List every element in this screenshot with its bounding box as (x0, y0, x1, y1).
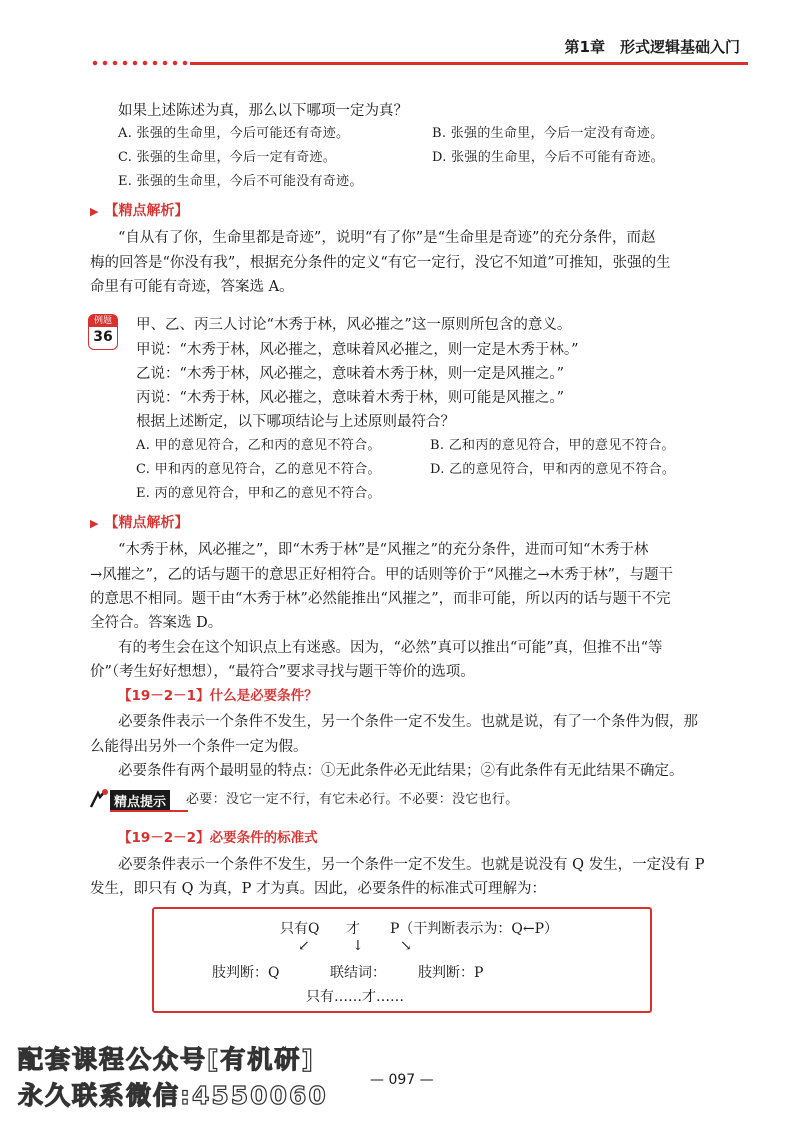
q36-option-c: C. 甲和丙的意见符合，乙的意见不符合。 (136, 462, 381, 477)
q36-analysis-line-4: 全符合。答案选 D。 (90, 615, 223, 631)
q36-note-line-1: 有的考生会在这个知识点上有迷惑。因为，“必然”真可以推出“可能”真，但推不出“等 (118, 640, 663, 656)
page-number: — 097 — (370, 1072, 434, 1088)
tip-text: 必要：没它一定不行，有它未必行。不必要：没它也行。 (186, 792, 519, 807)
q35-option-b: B. 张强的生命里，今后一定没有奇迹。 (432, 126, 664, 141)
q36-analysis-label: 【精点解析】 (104, 515, 189, 531)
q36-yi: 乙说：“木秀于林，风必摧之，意味着木秀于林，则一定是风摧之。” (136, 366, 565, 382)
section-title: 必要条件的标准式 (209, 830, 318, 846)
q36-question: 根据上述断定，以下哪项结论与上述原则最符合？ (136, 414, 455, 430)
s1922-line-1: 必要条件表示一个条件不发生，另一个条件一定不发生。也就是说没有 Q 发生，一定没有 P (118, 857, 705, 873)
example-badge-number: 36 (93, 329, 113, 345)
q35-option-c: C. 张强的生命里，今后一定有奇迹。 (118, 150, 337, 165)
s1921-line-2: 么能得出另外一个条件一定为假。 (90, 739, 308, 755)
arrow-down-left-icon: ↙ (298, 938, 310, 954)
formula-limb-p: 肢判断：P (418, 965, 484, 981)
example-badge-label: 例题 (89, 315, 117, 327)
section-19-2-2-heading (118, 826, 318, 846)
q35-option-d: D. 张强的生命里，今后不可能有奇迹。 (432, 150, 664, 165)
q35-analysis-line-3: 命里有可能有奇迹，答案选 A。 (90, 279, 294, 295)
arrow-down-icon: ↓ (352, 938, 364, 954)
q36-analysis-heading (90, 512, 188, 532)
q36-stem: 甲、乙、丙三人讨论“木秀于林，风必摧之”这一原则所包含的意义。 (136, 317, 572, 333)
watermark-line-2: 永久联系微信:4550060 (18, 1081, 328, 1110)
header-dots (90, 60, 190, 66)
q36-analysis-line-1: “木秀于林，风必摧之”，即“木秀于林”是“风摧之”的充分条件，进而可知“木秀于林 (118, 542, 649, 558)
q36-analysis-line-2: →风摧之”，乙的话与题干的意思正好相符合。甲的话则等价于“风摧之→木秀于林”，与题干 (90, 567, 674, 583)
tip-underline (110, 810, 188, 812)
q36-note-line-2: 价”（考生好好想想），“最符合”要求寻找与题干等价的选项。 (90, 664, 475, 680)
chapter-title: 第1章 形式逻辑基础入门 (564, 38, 740, 56)
q35-analysis-line-1: “自从有了你，生命里都是奇迹”，说明“有了你”是“生命里是奇迹”的充分条件，而赵 (118, 230, 656, 246)
q35-analysis-line-2: 梅的回答是“你没有我”，根据充分条件的定义“有它一定行，没它不知道”可推知，张强的生 (90, 255, 671, 271)
formula-pattern: 只有……才…… (306, 989, 404, 1005)
formula-cai: 才 (346, 921, 360, 937)
watermark-line-1: 配套课程公众号[有机研] (18, 1045, 315, 1074)
formula-only-q: 只有Q (280, 921, 320, 937)
section-code: 【19－2－2】 (118, 830, 210, 846)
triangle-icon: ▶ (90, 205, 99, 218)
triangle-icon: ▶ (90, 517, 99, 530)
s1921-line-3: 必要条件有两个最明显的特点：①无此条件必无此结果；②有此条件有无此结果不确定。 (118, 763, 684, 779)
section-code: 【19－2－1】 (118, 688, 210, 704)
arrow-down-right-icon: ↘ (400, 938, 412, 954)
section-19-2-1-heading (118, 684, 318, 704)
q35-option-e: E. 张强的生命里，今后不可能没有奇迹。 (118, 174, 363, 189)
q35-question: 如果上述陈述为真，那么以下哪项一定为真？ (118, 103, 408, 119)
q36-option-b: B. 乙和丙的意见符合，甲的意见不符合。 (430, 438, 675, 453)
q36-option-e: E. 丙的意见符合，甲和乙的意见不符合。 (136, 486, 381, 501)
formula-connective: 联结词： (330, 965, 386, 981)
q36-option-a: A. 甲的意见符合，乙和丙的意见不符合。 (136, 438, 381, 453)
tip-icon (88, 787, 110, 809)
q36-bing: 丙说：“木秀于林，风必摧之，意味着木秀于林，则可能是风摧之。” (136, 390, 565, 406)
q36-analysis-line-3: 的意思不相同。题干由“木秀于林”必然能推出“风摧之”，而非可能，所以丙的话与题干不完 (90, 591, 671, 607)
formula-limb-q: 肢判断：Q (212, 965, 280, 981)
section-title: 什么是必要条件？ (209, 688, 318, 704)
q35-option-a: A. 张强的生命里，今后可能还有奇迹。 (118, 126, 350, 141)
tip-label: 精点提示 (110, 790, 170, 811)
q36-jia: 甲说：“木秀于林，风必摧之，意味着风必摧之，则一定是木秀于林。” (136, 342, 579, 358)
q35-analysis-label: 【精点解析】 (104, 203, 189, 219)
s1922-line-2: 发生，即只有 Q 为真，P 才为真。因此，必要条件的标准式可理解为： (90, 881, 546, 897)
example-badge (88, 314, 118, 350)
formula-p-part: P（干判断表示为：Q←P） (390, 921, 559, 937)
q35-analysis-heading (90, 200, 188, 220)
s1921-line-1: 必要条件表示一个条件不发生，另一个条件一定不发生。也就是说，有了一个条件为假，那 (118, 714, 698, 730)
q36-option-d: D. 乙的意见符合，甲和丙的意见不符合。 (430, 462, 676, 477)
